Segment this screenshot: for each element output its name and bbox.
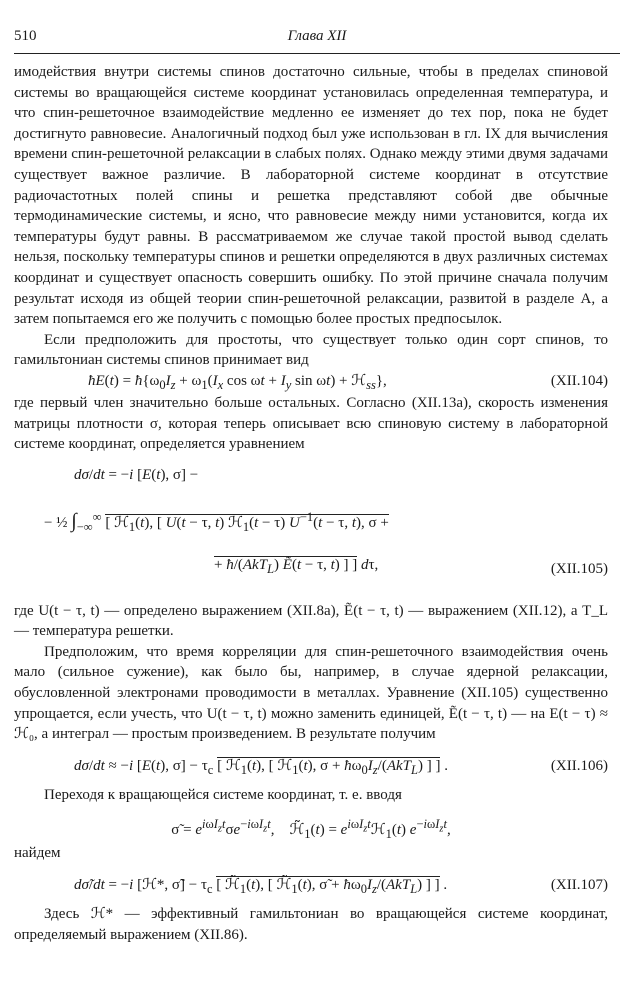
paragraph-4: где U(t − τ, t) — определено выражением (XII.8а), Ẽ(t − τ, t) — выражением (XII.12), а T_L — температура решетки.: [14, 602, 608, 640]
paragraph-3: где первый член значительно больше остальных. Согласно (XII.13а), скорость изменения матрицы плотности σ, которая теперь описывает всю спиновую систему в лабораторной системе координат, определяется уравнением: [14, 394, 608, 453]
paragraph-1: имодействия внутри системы спинов достаточно сильные, чтобы в пределах спиновой системы во вращающейся системе координат установилась определенная температура, и что спин-решеточное взаимодействие медленно ее изменяет до тех пор, пока не будет достигнуто равновесие. Аналогичный подход был уже использован в гл. IX для вычисления времени спин-решеточной релаксации в слабых полях. Однако между этими двумя задачами существует важное различие. В лабораторной системе координат в отсутствие радиочастотных полей спины и решетка представляют собой две обычные термодинамические системы, и ясно, что равновесие между ними установится, когда их температуры будут равны. В рассматриваемом же случае такой простой вывод сделать нельзя, поскольку температуры спинов и решетки определяются в двух различных системах координат и существует опасность совершить ошибку. По этой причине сначала получим результат исходя из общей теории спин-решеточной релаксации, развитой в разделе А, а затем попытаемся его же получить с помощью более простых предпосылок.: [14, 64, 608, 328]
equation-number: (XII.104): [550, 372, 608, 389]
equation-107: dσ̃/dt = −i [ℋ*, σ̃] − $\tau_c$ [ $ℋ̃_1(t)$, [ $ℋ̃_1(t)$, σ̃ + $ħ\omega_0I_z/(AkT_L)$ ] ] . (XII.107): [74, 877, 608, 897]
rotating-frame-definitions: σ̃ = $e^{i\omega I_zt}\sigma e^{-i\omega I_zt}$, $ℋ̃_1(t)$ = $e^{i\omega I_zt}ℋ_1(t)$ $e^{-i\omega I_zt}$,: [171, 817, 451, 842]
equation-number: (XII.106): [550, 757, 608, 774]
equation-104: ħE(t) = $ħ\{\omega_0I_z + \omega_1(I_x$ $\cos \omega t + I_y$ sin ωt) + ℋ$_{ss}$}, (XII.104): [88, 372, 608, 392]
equation-number: (XII.105): [550, 560, 608, 577]
paragraph-8: Здесь ℋ* — эффективный гамильтониан во вращающейся системе координат, определяемый выражением (XII.86).: [14, 906, 608, 943]
paragraph-5: Предположим, что время корреляции для спин-решеточного взаимодействия очень мало (сильное сужение), как было бы, например, в случае ядерной релаксации, обусловленной электронами проводимости в металлах. Уравнение (XII.105) существенно упрощается, если учесть, что U(t − τ, t) можно заменить единицей, Ẽ(t − τ, t) — на E(t − τ) ≈ ℋ₀, а интеграл — простым произведением. В результате получим: [14, 643, 608, 743]
equation-105: dσ/dt = −i [E(t), σ] − − ½ $\int_{-\infty}^\infty$ [ ℋ$_1$(t), [ U(t − τ, t) ℋ$_1$(t − τ) $U^{-1}(t - \tau$, t), σ + + ħ/(AkT$_L$) Ẽ(t − τ, t) ] ] dτ, (XII.105): [14, 461, 608, 601]
header-rule: [14, 53, 620, 54]
equation-number: (XII.107): [550, 877, 608, 894]
paragraph-2: Если предположить для простоты, что существует только один сорт спинов, то гамильтониан системы спинов принимает вид: [14, 331, 608, 369]
equation-106: dσ/dt ≈ −i [E(t), $\sigma] - \tau_c$ [ ℋ$_1$(t), [ ℋ$_1$(t), $\sigma + ħ\omega_0I_z/(AkT_L)$ ] ] . (XII.106): [74, 757, 608, 777]
paragraph-7: найдем: [14, 845, 61, 862]
paragraph-6: Переходя к вращающейся системе координат, т. е. вводя: [44, 786, 402, 803]
running-header: [14, 28, 620, 50]
chapter-title: Глава XII: [287, 28, 347, 44]
body-text: [14, 62, 608, 945]
page-number: 510: [14, 28, 37, 44]
